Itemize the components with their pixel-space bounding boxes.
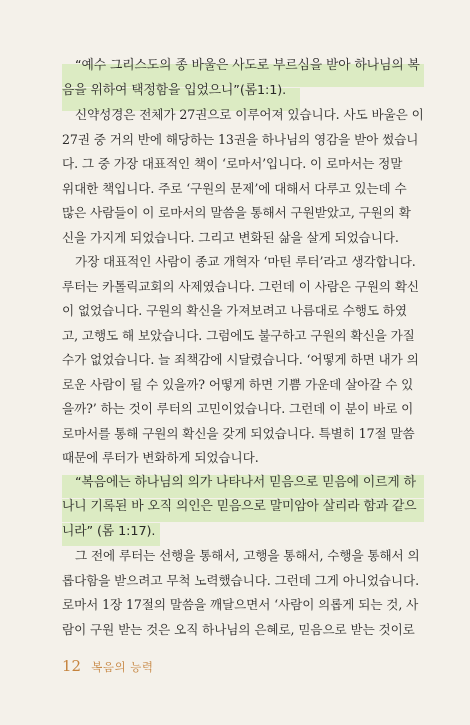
page-footer	[62, 657, 153, 675]
text-line: 수가 없었습니다. 늘 죄책감에 시달렸습니다. ‘어떻게 하면 내가 의	[62, 352, 419, 367]
quote-paragraph	[62, 54, 432, 103]
text-line: 때문에 루터가 변화하게 되었습니다.	[62, 450, 259, 465]
text-line: 27권 중 거의 반에 해당하는 13권을 하나님의 영감을 받아 썼습니	[62, 131, 419, 147]
text-line: 로마서 1장 17절의 말씀을 깨달으면서 ‘사람이 의롭게 되는 것, 사	[62, 597, 419, 612]
body-paragraph	[62, 103, 432, 250]
body-text	[62, 54, 432, 642]
text-line: 람이 구원 받는 것은 오직 하나님의 은혜로, 믿음으로 받는 것이로	[62, 621, 415, 637]
text-line: 신약성경은 전체가 27권으로 이루어져 있습니다. 사도 바울은 이	[75, 107, 424, 122]
text-line: 니라” (롬 1:17).	[62, 523, 156, 539]
text-line: 나니 기록된 바 오직 의인은 믿음으로 말미암아 살리라 함과 같으	[62, 499, 417, 514]
text-line: 위대한 책입니다. 주로 ‘구원의 문제’에 대해서 다루고 있는데 수	[62, 180, 407, 196]
text-line: 많은 사람들이 이 로마서의 말씀을 통해서 구원받았고, 구원의 확	[62, 205, 411, 220]
quote-paragraph	[62, 471, 432, 545]
text-line: 가장 대표적인 사람이 종교 개혁자 ‘마틴 루터’라고 생각합니다.	[75, 254, 416, 269]
text-line: “예수 그리스도의 종 바울은 사도로 부르심을 받아 하나님의 복	[75, 58, 420, 73]
page-number: 12	[62, 657, 82, 675]
text-line: 을까?’ 하는 것이 루터의 고민이었습니다. 그런데 이 분이 바로 이	[62, 401, 414, 416]
text-line: 신을 가지게 되었습니다. 그리고 변화된 삶을 살게 되었습니다.	[62, 229, 399, 245]
text-line: 다. 그 중 가장 대표적인 책이 ‘로마서’입니다. 이 로마서는 정말	[62, 156, 403, 171]
text-line: 롭다함을 받으려고 무척 노력했습니다. 그런데 그게 아니었습니다.	[62, 572, 419, 588]
text-line: 음을 위하여 택정함을 입었으니”(롬1:1).	[62, 82, 287, 98]
running-title: 복음의 능력	[91, 660, 154, 674]
text-line: 로마서를 통해 구원의 확신을 갖게 되었습니다. 특별히 17절 말씀	[62, 425, 415, 441]
text-line: 루터는 카톨릭교회의 사제였습니다. 그런데 이 사람은 구원의 확신	[62, 278, 419, 294]
body-paragraph	[62, 544, 432, 642]
text-line: “복음에는 하나님의 의가 나타나서 믿음으로 믿음에 이르게 하	[75, 474, 416, 490]
text-line: 로운 사람이 될 수 있을까? 어떻게 하면 기쁨 가운데 살아갈 수 있	[62, 376, 414, 392]
text-line: 그 전에 루터는 선행을 통해서, 고행을 통해서, 수행을 통해서 의	[75, 548, 420, 563]
text-line: 고, 고행도 해 보았습니다. 그럼에도 불구하고 구원의 확신을 가질	[62, 327, 415, 343]
text-line: 이 없었습니다. 구원의 확신을 가져보려고 나름대로 수행도 하였	[62, 303, 407, 318]
body-paragraph	[62, 250, 432, 471]
